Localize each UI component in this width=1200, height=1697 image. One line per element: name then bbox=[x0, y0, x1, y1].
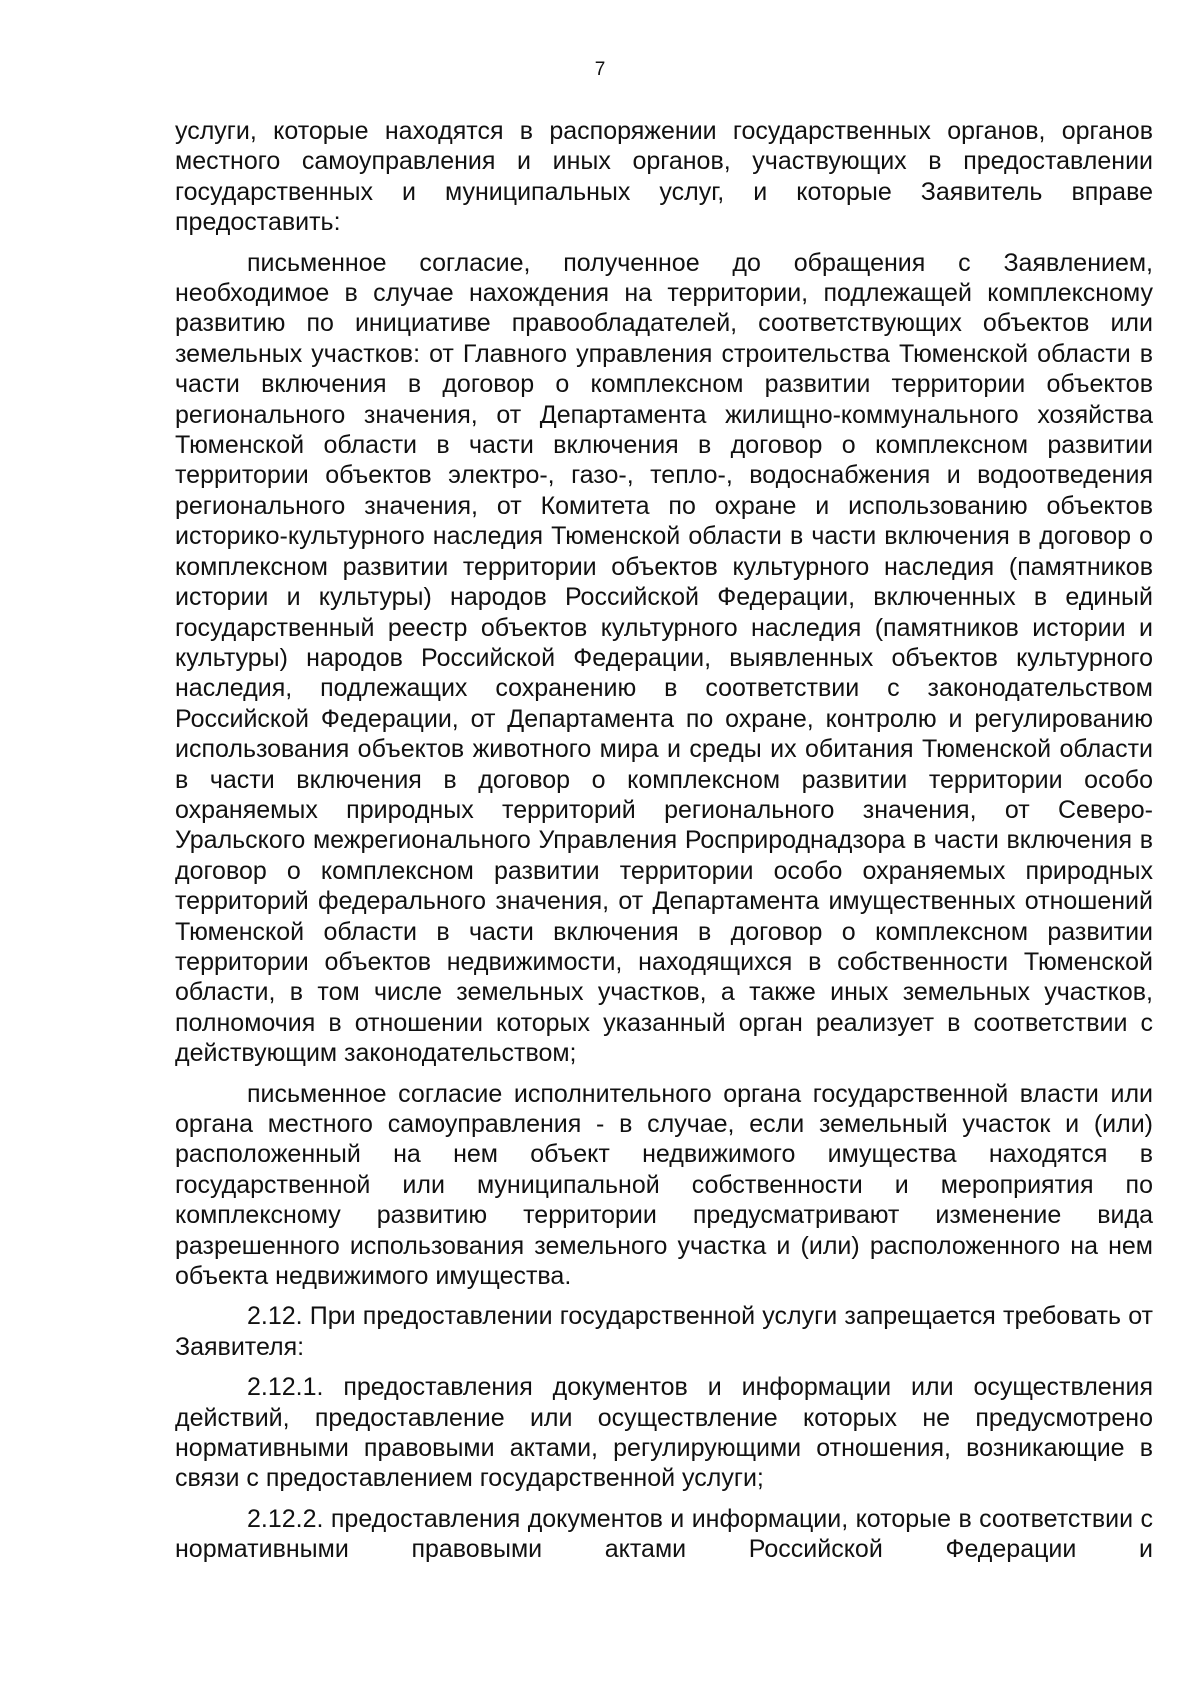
document-body bbox=[175, 116, 1153, 1565]
page-number: 7 bbox=[594, 59, 606, 80]
paragraph-2-12: 2.12. При предоставлении государственной услуги запрещается требовать от Заявителя: bbox=[175, 1302, 1153, 1361]
paragraph-continued: услуги, которые находятся в распоряжении государственных органов, органов местного самоуправления и иных органов, участвующих в предоставлении государственных и муниципальных услуг, и которые Заявитель вправе предоставить: bbox=[175, 117, 1153, 237]
paragraph-2-12-2: 2.12.2. предоставления документов и информации, которые в соответствии с нормативными правовыми актами Российской Федерации и bbox=[175, 1504, 1153, 1564]
paragraph-consent-authority: письменное согласие исполнительного органа государственной власти или органа местного самоуправления - в случае, если земельный участок и (или) расположенный на нем объект недвижимого имущества находятся в государственной или муниципальной собственности и мероприятия по комплексному развитию территории предусматривают изменение вида разрешенного использования земельного участка и (или) расположенного на нем объекта недвижимого имущества. bbox=[175, 1079, 1153, 1291]
paragraph-2-12-1: 2.12.1. предоставления документов и информации или осуществления действий, предоставление или осуществление которых не предусмотрено нормативными правовыми актами, регулирующими отношения, возникающие в связи с предоставлением государственной услуги; bbox=[175, 1373, 1153, 1493]
paragraph-consent-owners: письменное согласие, полученное до обращения с Заявлением, необходимое в случае нахождения на территории, подлежащей комплексному развитию по инициативе правообладателей, соответствующих объектов или земельных участков: от Главного управления строительства Тюменской области в части включения в договор о комплексном развитии территории объектов регионального значения, от Департамента жилищно-коммунального хозяйства Тюменской области в части включения в договор о комплексном развитии территории объектов электро-, газо-, тепло-, водоснабжения и водоотведения регионального значения, от Комитета по охране и использованию объектов историко-культурного наследия Тюменской области в части включения в договор о комплексном развитии территории объектов культурного наследия (памятников истории и культуры) народов Российской Федерации, включенных в единый государственный реестр объектов культурного наследия (памятников истории и культуры) народов Российской Федерации, выявленных объектов культурного наследия, подлежащих сохранению в соответствии с законодательством Российской Федерации, от Департамента по охране, контролю и регулированию использования объектов животного мира и среды их обитания Тюменской области в части включения в договор о комплексном развитии территории особо охраняемых природных территорий регионального значения, от Северо-Уральского межрегионального Управления Росприроднадзора в части включения в договор о комплексном развитии территории особо охраняемых природных территорий федерального значения, от Департамента имущественных отношений Тюменской области в части включения в договор о комплексном развитии территории объектов недвижимости, находящихся в собственности Тюменской области, в том числе земельных участков, а также иных земельных участков, полномочия в отношении которых указанный орган реализует в соответствии с действующим законодательством; bbox=[175, 248, 1153, 1068]
